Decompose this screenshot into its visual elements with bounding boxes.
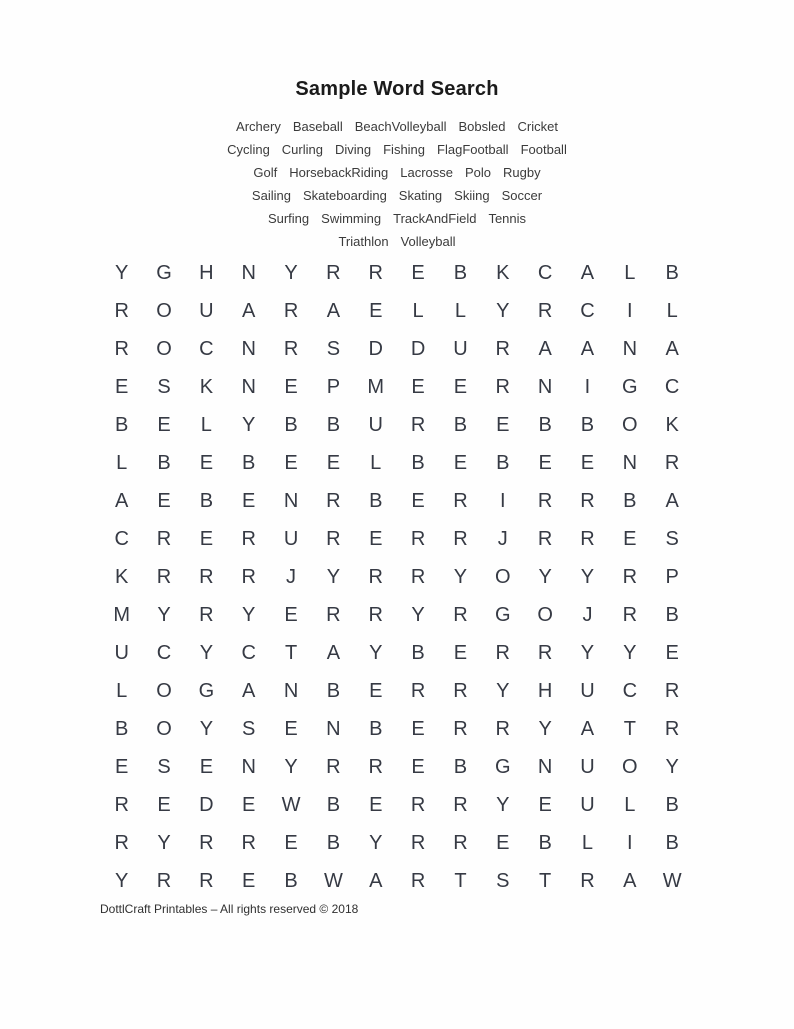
grid-cell: B — [326, 680, 341, 702]
grid-cell: R — [410, 870, 426, 892]
grid-cell: N — [537, 756, 553, 778]
grid-cell: B — [453, 756, 468, 778]
word-list-item: HorsebackRiding — [289, 165, 389, 180]
grid-cell: E — [538, 452, 552, 474]
grid-cell: R — [537, 490, 553, 512]
word-list-item: Skating — [398, 188, 443, 203]
grid-cell: R — [326, 528, 341, 550]
grid-cell: A — [242, 680, 256, 702]
grid-cell: N — [241, 376, 256, 398]
grid-cell: L — [454, 300, 466, 322]
grid-cell: P — [326, 376, 341, 398]
grid-cell: Y — [242, 604, 256, 626]
grid-cell: Y — [538, 566, 552, 588]
grid-cell: A — [665, 338, 679, 360]
word-list-item: Tennis — [488, 211, 527, 226]
grid-cell: L — [116, 452, 128, 474]
grid-cell: G — [494, 604, 511, 626]
grid-row — [101, 634, 694, 672]
grid-cell: I — [627, 832, 633, 854]
grid-row — [101, 444, 694, 482]
grid-cell: E — [453, 642, 468, 664]
grid-cell: O — [622, 414, 638, 436]
grid-cell: K — [199, 376, 214, 398]
grid-cell: Y — [284, 262, 298, 284]
grid-cell: Y — [199, 718, 214, 740]
grid-cell: E — [538, 794, 552, 816]
grid-cell: N — [537, 376, 553, 398]
grid-cell: S — [157, 376, 171, 398]
word-list-item: Lacrosse — [400, 165, 453, 180]
word-list-item: Archery — [236, 119, 281, 134]
grid-cell: R — [410, 566, 426, 588]
grid-cell: R — [199, 566, 214, 588]
grid-cell: N — [283, 490, 299, 512]
grid-cell: R — [114, 300, 129, 322]
grid-cell: C — [622, 680, 638, 702]
grid-cell: S — [665, 528, 679, 550]
grid-cell: O — [622, 756, 638, 778]
grid-cell: T — [284, 642, 298, 664]
grid-cell: R — [664, 680, 680, 702]
word-list-item: Surfing — [267, 211, 310, 226]
grid-row — [101, 786, 694, 824]
grid-cell: Y — [623, 642, 637, 664]
grid-cell: E — [199, 756, 214, 778]
grid-cell: U — [283, 528, 299, 550]
grid-cell: L — [412, 300, 424, 322]
grid-cell: B — [538, 832, 552, 854]
word-list-item: Volleyball — [400, 234, 456, 249]
word-list-line — [0, 184, 794, 207]
grid-cell: R — [580, 870, 595, 892]
grid-cell: N — [283, 680, 299, 702]
word-list — [0, 115, 794, 253]
grid-row — [101, 520, 694, 558]
grid-cell: C — [156, 642, 172, 664]
grid-cell: R — [537, 642, 553, 664]
grid-cell: E — [411, 490, 425, 512]
grid-cell: Y — [284, 756, 298, 778]
grid-cell: Y — [242, 414, 256, 436]
grid-row — [101, 330, 694, 368]
grid-cell: R — [453, 794, 468, 816]
word-list-line — [0, 115, 794, 138]
grid-cell: Y — [369, 642, 383, 664]
grid-cell: Y — [453, 566, 468, 588]
grid-cell: R — [495, 338, 510, 360]
grid-cell: C — [580, 300, 595, 322]
grid-cell: U — [580, 680, 595, 702]
grid-cell: B — [453, 262, 468, 284]
grid-cell: A — [665, 490, 679, 512]
grid-cell: N — [241, 338, 256, 360]
grid-cell: P — [665, 566, 679, 588]
grid-cell: Y — [580, 642, 595, 664]
page-title: Sample Word Search — [295, 78, 499, 100]
word-list-item: Polo — [464, 165, 492, 180]
grid-cell: J — [286, 566, 297, 588]
grid-cell: B — [453, 414, 468, 436]
grid-cell: R — [453, 680, 468, 702]
grid-cell: K — [496, 262, 510, 284]
grid-cell: U — [368, 414, 383, 436]
grid-cell: E — [157, 794, 171, 816]
word-list-item: Swimming — [321, 211, 382, 226]
grid-cell: A — [369, 870, 383, 892]
word-list-item: Curling — [281, 142, 323, 157]
grid-cell: L — [370, 452, 382, 474]
grid-cell: R — [199, 870, 214, 892]
grid-cell: E — [242, 794, 256, 816]
grid-cell: E — [453, 452, 468, 474]
grid-cell: C — [241, 642, 256, 664]
grid-cell: E — [411, 718, 425, 740]
grid-cell: B — [665, 794, 679, 816]
grid-cell: E — [115, 756, 129, 778]
grid-cell: E — [496, 414, 510, 436]
word-list-item: Triathlon — [338, 234, 389, 249]
grid-cell: T — [454, 870, 467, 892]
grid-cell: R — [199, 832, 214, 854]
grid-cell: B — [115, 414, 129, 436]
grid-cell: A — [580, 338, 595, 360]
grid-cell: U — [114, 642, 129, 664]
grid-cell: B — [284, 870, 298, 892]
grid-cell: R — [368, 566, 383, 588]
grid-cell: R — [283, 338, 299, 360]
grid-cell: O — [156, 718, 172, 740]
grid-cell: I — [499, 490, 506, 512]
grid-cell: R — [114, 794, 129, 816]
grid-cell: Y — [157, 832, 171, 854]
grid-cell: E — [284, 832, 298, 854]
grid-cell: L — [624, 794, 636, 816]
grid-cell: Y — [496, 794, 510, 816]
grid-cell: K — [115, 566, 129, 588]
grid-cell: G — [622, 376, 638, 398]
grid-cell: A — [538, 338, 552, 360]
grid-cell: Y — [115, 262, 129, 284]
grid-cell: D — [199, 794, 214, 816]
grid-cell: U — [580, 756, 595, 778]
grid-cell: R — [199, 604, 214, 626]
grid-cell: A — [326, 300, 341, 322]
word-list-line — [0, 207, 794, 230]
word-list-item: Cricket — [517, 119, 558, 134]
grid-cell: A — [115, 490, 129, 512]
grid-cell: H — [199, 262, 214, 284]
word-list-item: TrackAndField — [393, 211, 477, 226]
grid-cell: E — [157, 414, 171, 436]
grid-cell: B — [496, 452, 510, 474]
grid-cell: E — [284, 604, 298, 626]
word-list-item: Fishing — [383, 142, 426, 157]
grid-cell: R — [453, 604, 468, 626]
grid-cell: U — [453, 338, 468, 360]
grid-cell: R — [326, 604, 341, 626]
grid-cell: K — [665, 414, 679, 436]
grid-cell: E — [242, 490, 256, 512]
grid-row — [101, 368, 694, 406]
grid-cell: B — [284, 414, 298, 436]
grid-cell: Y — [369, 832, 383, 854]
grid-cell: Y — [580, 566, 595, 588]
grid-cell: B — [369, 718, 383, 740]
grid-cell: T — [623, 718, 636, 740]
word-list-item: Skateboarding — [302, 188, 387, 203]
grid-cell: D — [368, 338, 383, 360]
grid-cell: E — [623, 528, 637, 550]
grid-cell: R — [326, 490, 341, 512]
grid-row — [101, 558, 694, 596]
grid-cell: L — [666, 300, 678, 322]
grid-cell: R — [410, 414, 426, 436]
grid-cell: R — [368, 604, 383, 626]
grid-cell: B — [665, 604, 679, 626]
copyright-footer: DottlCraft Printables – All rights reserved © 2018 — [100, 902, 359, 916]
grid-cell: Y — [199, 642, 214, 664]
word-list-item: Skiing — [454, 188, 490, 203]
word-list-item: Sailing — [251, 188, 291, 203]
grid-cell: O — [156, 300, 172, 322]
grid-cell: Y — [496, 680, 510, 702]
grid-cell: R — [537, 300, 553, 322]
grid-cell: B — [538, 414, 552, 436]
grid-cell: R — [156, 528, 172, 550]
grid-cell: A — [242, 300, 256, 322]
grid-cell: O — [537, 604, 553, 626]
grid-cell: R — [410, 832, 426, 854]
grid-cell: S — [157, 756, 171, 778]
grid-cell: R — [156, 870, 172, 892]
grid-cell: B — [665, 832, 679, 854]
grid-cell: B — [326, 832, 341, 854]
grid-cell: R — [156, 566, 172, 588]
grid-cell: G — [494, 756, 511, 778]
grid-cell: M — [113, 604, 130, 626]
grid-row — [101, 862, 694, 900]
grid-cell: R — [580, 528, 595, 550]
grid-cell: Y — [326, 566, 341, 588]
grid-cell: R — [580, 490, 595, 512]
grid-cell: O — [156, 680, 172, 702]
grid-cell: R — [453, 528, 468, 550]
grid-cell: R — [495, 642, 510, 664]
grid-cell: J — [497, 528, 508, 550]
grid-cell: B — [369, 490, 383, 512]
grid-cell: G — [156, 262, 172, 284]
grid-row — [101, 748, 694, 786]
grid-cell: C — [537, 262, 553, 284]
grid-row — [101, 824, 694, 862]
grid-cell: C — [664, 376, 680, 398]
grid-cell: R — [664, 718, 680, 740]
grid-cell: E — [665, 642, 679, 664]
word-list-item: BeachVolleyball — [354, 119, 447, 134]
grid-cell: B — [665, 262, 679, 284]
grid-cell: B — [242, 452, 256, 474]
grid-cell: R — [410, 528, 426, 550]
grid-cell: B — [580, 414, 595, 436]
word-list-item: Cycling — [227, 142, 270, 157]
grid-cell: B — [115, 718, 129, 740]
grid-cell: M — [367, 376, 385, 398]
grid-cell: E — [284, 718, 298, 740]
grid-cell: R — [241, 566, 256, 588]
grid-cell: O — [156, 338, 172, 360]
grid-cell: W — [281, 794, 301, 816]
grid-row — [101, 254, 694, 292]
grid-cell: D — [410, 338, 426, 360]
grid-cell: R — [326, 262, 341, 284]
grid-cell: E — [411, 376, 425, 398]
grid-cell: B — [623, 490, 637, 512]
grid-cell: S — [496, 870, 510, 892]
grid-cell: E — [242, 870, 256, 892]
grid-cell: R — [410, 794, 426, 816]
grid-cell: N — [326, 718, 341, 740]
grid-cell: N — [622, 452, 638, 474]
word-list-line — [0, 230, 794, 253]
grid-cell: R — [453, 832, 468, 854]
grid-cell: E — [580, 452, 595, 474]
grid-row — [101, 482, 694, 520]
word-list-item: Baseball — [292, 119, 343, 134]
grid-cell: E — [453, 376, 468, 398]
grid-cell: R — [368, 756, 383, 778]
grid-cell: B — [411, 642, 425, 664]
grid-cell: A — [580, 718, 595, 740]
grid-cell: W — [662, 870, 682, 892]
grid-cell: R — [368, 262, 383, 284]
grid-cell: S — [242, 718, 256, 740]
grid-cell: E — [199, 528, 214, 550]
grid-cell: R — [453, 718, 468, 740]
grid-cell: Y — [538, 718, 552, 740]
grid-cell: L — [200, 414, 212, 436]
word-list-item: Soccer — [501, 188, 543, 203]
grid-cell: Y — [115, 870, 129, 892]
grid-cell: E — [411, 756, 425, 778]
grid-cell: E — [115, 376, 129, 398]
grid-cell: E — [284, 452, 298, 474]
grid-cell: Y — [411, 604, 425, 626]
grid-cell: E — [284, 376, 298, 398]
grid-cell: N — [622, 338, 638, 360]
grid-cell: U — [199, 300, 214, 322]
grid-cell: L — [624, 262, 636, 284]
grid-cell: C — [114, 528, 129, 550]
grid-cell: R — [622, 566, 638, 588]
word-grid — [101, 254, 694, 900]
grid-cell: R — [283, 300, 299, 322]
grid-row — [101, 672, 694, 710]
grid-row — [101, 406, 694, 444]
grid-cell: J — [582, 604, 593, 626]
grid-cell: B — [326, 414, 341, 436]
word-list-item: Golf — [253, 165, 278, 180]
grid-cell: S — [326, 338, 341, 360]
grid-cell: B — [326, 794, 341, 816]
grid-cell: W — [323, 870, 343, 892]
grid-cell: R — [114, 832, 129, 854]
word-list-item: Diving — [334, 142, 372, 157]
grid-cell: O — [494, 566, 511, 588]
grid-row — [101, 596, 694, 634]
grid-cell: I — [584, 376, 591, 398]
grid-cell: I — [627, 300, 633, 322]
word-list-item: Rugby — [503, 165, 541, 180]
grid-cell: R — [114, 338, 129, 360]
grid-cell: E — [369, 528, 383, 550]
grid-cell: B — [157, 452, 171, 474]
grid-cell: E — [496, 832, 510, 854]
grid-cell: R — [453, 490, 468, 512]
grid-cell: B — [411, 452, 425, 474]
grid-cell: R — [241, 832, 256, 854]
word-list-line — [0, 161, 794, 184]
grid-cell: E — [157, 490, 171, 512]
grid-cell: E — [369, 680, 383, 702]
grid-cell: Y — [157, 604, 171, 626]
grid-cell: R — [537, 528, 553, 550]
grid-cell: L — [581, 832, 594, 854]
grid-cell: R — [664, 452, 680, 474]
grid-cell: R — [495, 376, 510, 398]
grid-cell: C — [199, 338, 214, 360]
word-list-item: Football — [520, 142, 567, 157]
grid-cell: R — [326, 756, 341, 778]
grid-cell: R — [410, 680, 426, 702]
grid-cell: L — [116, 680, 128, 702]
grid-cell: R — [495, 718, 510, 740]
grid-cell: A — [623, 870, 637, 892]
grid-cell: U — [580, 794, 595, 816]
grid-cell: Y — [665, 756, 679, 778]
grid-cell: E — [411, 262, 425, 284]
grid-cell: E — [369, 300, 383, 322]
grid-cell: H — [537, 680, 553, 702]
grid-cell: G — [198, 680, 215, 702]
word-list-item: FlagFootball — [437, 142, 509, 157]
word-list-item: Bobsled — [458, 119, 506, 134]
grid-cell: E — [199, 452, 214, 474]
grid-cell: E — [369, 794, 383, 816]
grid-cell: Y — [496, 300, 510, 322]
grid-cell: B — [199, 490, 214, 512]
grid-row — [101, 292, 694, 330]
word-list-line — [0, 138, 794, 161]
grid-cell: R — [241, 528, 256, 550]
grid-cell: T — [539, 870, 552, 892]
grid-cell: R — [622, 604, 638, 626]
grid-row — [101, 710, 694, 748]
grid-cell: E — [326, 452, 341, 474]
grid-cell: N — [241, 262, 256, 284]
grid-cell: N — [241, 756, 256, 778]
grid-cell: A — [580, 262, 595, 284]
grid-cell: A — [326, 642, 341, 664]
